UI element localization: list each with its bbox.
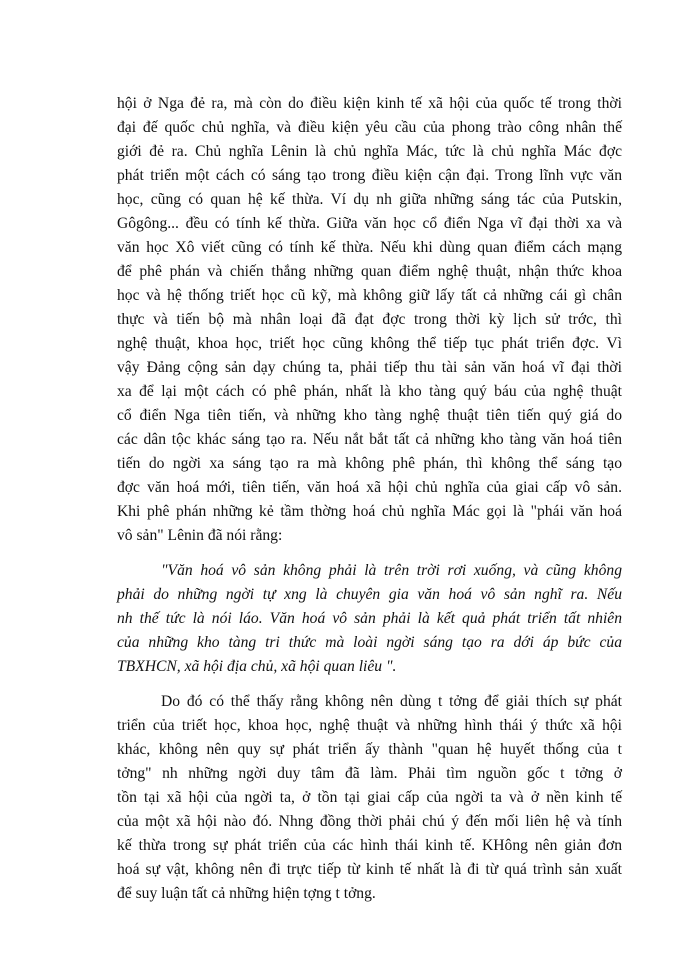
text-line: phát triển một cách có sáng tạo trong điều kiện cận đại. Trong lĩnh vực văn	[117, 167, 622, 184]
text-line: kế thừa trong sự phát triển của các hình thái kinh tế. KHông nên giản đơn	[117, 837, 622, 854]
text-line: tởng" nh những ngời duy tâm đã làm. Phải tìm nguồn gốc t tởng ở	[117, 765, 622, 782]
text-line: học và hệ thống triết học cũ kỹ, mà không giữ lấy tất cả những cái gì chân	[117, 287, 622, 304]
text-line: hội ở Nga đẻ ra, mà còn do điều kiện kinh tế xã hội của quốc tế trong thời	[117, 95, 622, 112]
text-line: các dân tộc khác sáng tạo ra. Nếu nắt bắt tất cả những kho tàng văn hoá tiên	[117, 431, 622, 448]
text-line: Khi phê phán những kẻ tầm thờng hoá chủ nghĩa Mác gọi là "phái văn hoá	[117, 503, 622, 520]
text-line: triển của triết học, khoa học, nghệ thuật và những hình thái ý thức xã hội	[117, 717, 622, 734]
text-line: đại đế quốc chủ nghĩa, và điều kiện yêu cầu của phong trào công nhân thế	[117, 119, 622, 136]
text-line: để phê phán và chiến thắng những quan điểm nghệ thuật, nhận thức khoa	[117, 263, 622, 280]
text-line: của một xã hội nào đó. Nhng đồng thời phải chú ý đến mối liên hệ và tính	[117, 813, 622, 830]
text-line: Gôgông... đều có tính kế thừa. Giữa văn học cổ điển Nga vĩ đại thời xa và	[117, 215, 622, 232]
text-line: để suy luận tất cả những hiện tợng t tởng.	[117, 885, 376, 902]
text-line: nghệ thuật, khoa học, triết học cũng không thể tiếp tục phát triển đợc. Vì	[117, 335, 622, 352]
quote-line: nh thế tức là nói láo. Văn hoá vô sản phải là kết quả phát triển tất nhiên	[117, 610, 622, 627]
text-line: vậy Đảng cộng sản dạy chúng ta, phải tiếp thu tài sản văn hoá vĩ đại thời	[117, 359, 622, 376]
quote-line: TBXHCN, xã hội địa chủ, xã hội quan liêu ".	[117, 658, 397, 675]
text-line: vô sản" Lênin đã nói rằng:	[117, 527, 283, 544]
text-line: tồn tại xã hội của ngời ta, ở tồn tại giai cấp của ngời ta và ở nền kinh tế	[117, 789, 622, 806]
text-line: tiến do ngời xa sáng tạo ra mà không phê phán, thì không thể sáng tạo	[117, 455, 622, 472]
text-line: thực và tiến bộ mà nhân loại đã đạt đợc trong thời kỳ lịch sử trớc, thì	[117, 311, 622, 328]
text-line: hoá sự vật, không nên đi trực tiếp từ kinh tế nhất là đi từ quá trình sản xuất	[117, 861, 622, 878]
text-line: văn học Xô viết cũng có tính kế thừa. Nếu khi dùng quan điểm cách mạng	[117, 239, 622, 256]
text-line: giới đẻ ra. Chủ nghĩa Lênin là chủ nghĩa Mác, tức là chủ nghĩa Mác đợc	[117, 143, 622, 160]
text-line: xa để lại một cách có phê phán, nhất là kho tàng quý báu của nghệ thuật	[117, 383, 622, 400]
text-line: Do đó có thể thấy rằng không nên dùng t tởng để giải thích sự phát	[161, 693, 622, 710]
text-line: cổ điển Nga tiên tiến, và những kho tàng nghệ thuật tiên tiến quý giá do	[117, 407, 622, 424]
quote-line: "Văn hoá vô sản không phải là trên trời rơi xuống, và cũng không	[161, 562, 622, 579]
quote-line: phải do những ngời tự xng là chuyên gia văn hoá vô sản nghĩ ra. Nếu	[117, 586, 622, 603]
quote-line: của những kho tàng tri thức mà loài ngời sáng tạo ra dới áp bức của	[117, 634, 622, 651]
text-line: khác, không nên quy sự phát triển ấy thành "quan hệ huyết thống của t	[117, 741, 622, 758]
text-line: học, cũng có quan hệ kế thừa. Ví dụ nh giữa những sáng tác của Putskin,	[117, 191, 622, 208]
text-line: đợc văn hoá mới, tiên tiến, văn hoá xã hội chủ nghĩa của giai cấp vô sản.	[117, 479, 622, 496]
